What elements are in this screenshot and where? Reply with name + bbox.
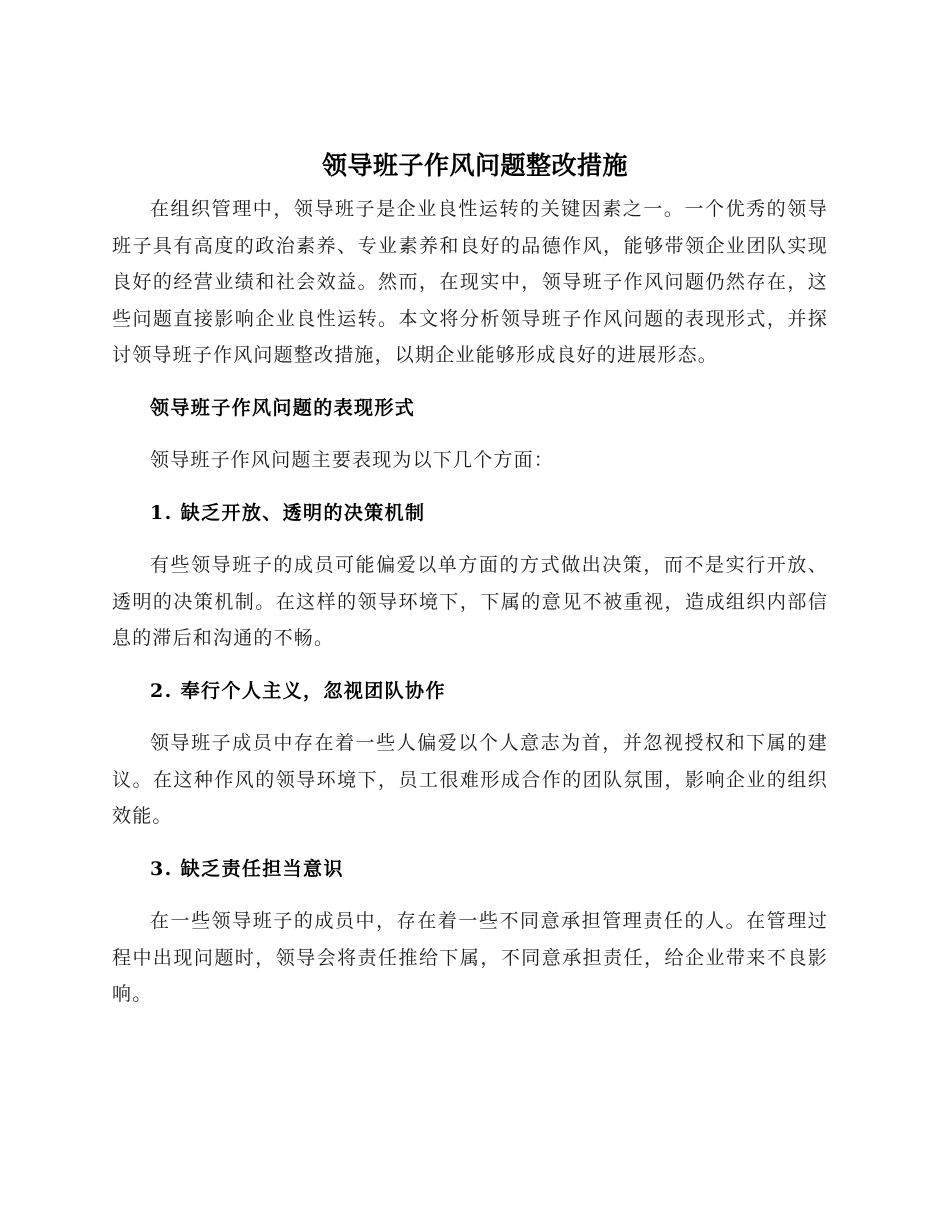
spacer [112,887,828,903]
spacer [112,835,828,851]
section-lead-paragraph: 领导班子作风问题主要表现为以下几个方面： [150,449,555,471]
spacer [112,709,828,725]
section-heading: 领导班子作风问题的表现形式 [150,396,416,419]
spacer [112,479,828,495]
item-heading-1: 1. 缺乏开放、透明的决策机制 [150,501,426,524]
document-title: 领导班子作风问题整改措施 [321,151,628,180]
item-paragraph-3: 在一些领导班子的成员中，存在着一些不同意承担管理责任的人。在管理过程中出现问题时，领导会将责任推给下属，不同意承担责任，给企业带来不良影响。 [112,910,828,1005]
document-body [112,191,828,1013]
intro-paragraph: 在组织管理中，领导班子是企业良性运转的关键因素之一。一个优秀的领导班子具有高度的政治素养、专业素养和良好的品德作风，能够带领企业团队实现良好的经营业绩和社会效益。然而，在现实中，领导班子作风问题仍然存在，这些问题直接影响企业良性运转。本文将分析领导班子作风问题的表现形式，并探讨领导班子作风问题整改措施，以期企业能够形成良好的进展形态。 [112,198,828,366]
spacer [112,426,828,442]
item-paragraph-2: 领导班子成员中存在着一些人偏爱以个人意志为首，并忽视授权和下属的建议。在这种作风的领导环境下，员工很难形成合作的团队氛围，影响企业的组织效能。 [112,732,828,827]
spacer [112,531,828,547]
item-paragraph-1: 有些领导班子的成员可能偏爱以单方面的方式做出决策，而不是实行开放、透明的决策机制。在这样的领导环境下，下属的意见不被重视，造成组织内部信息的滞后和沟通的不畅。 [112,554,828,649]
spacer [112,374,828,390]
item-heading-3: 3. 缺乏责任担当意识 [150,857,344,880]
item-heading-2: 2. 奉行个人主义，忽视团队协作 [150,679,446,702]
spacer [112,657,828,673]
